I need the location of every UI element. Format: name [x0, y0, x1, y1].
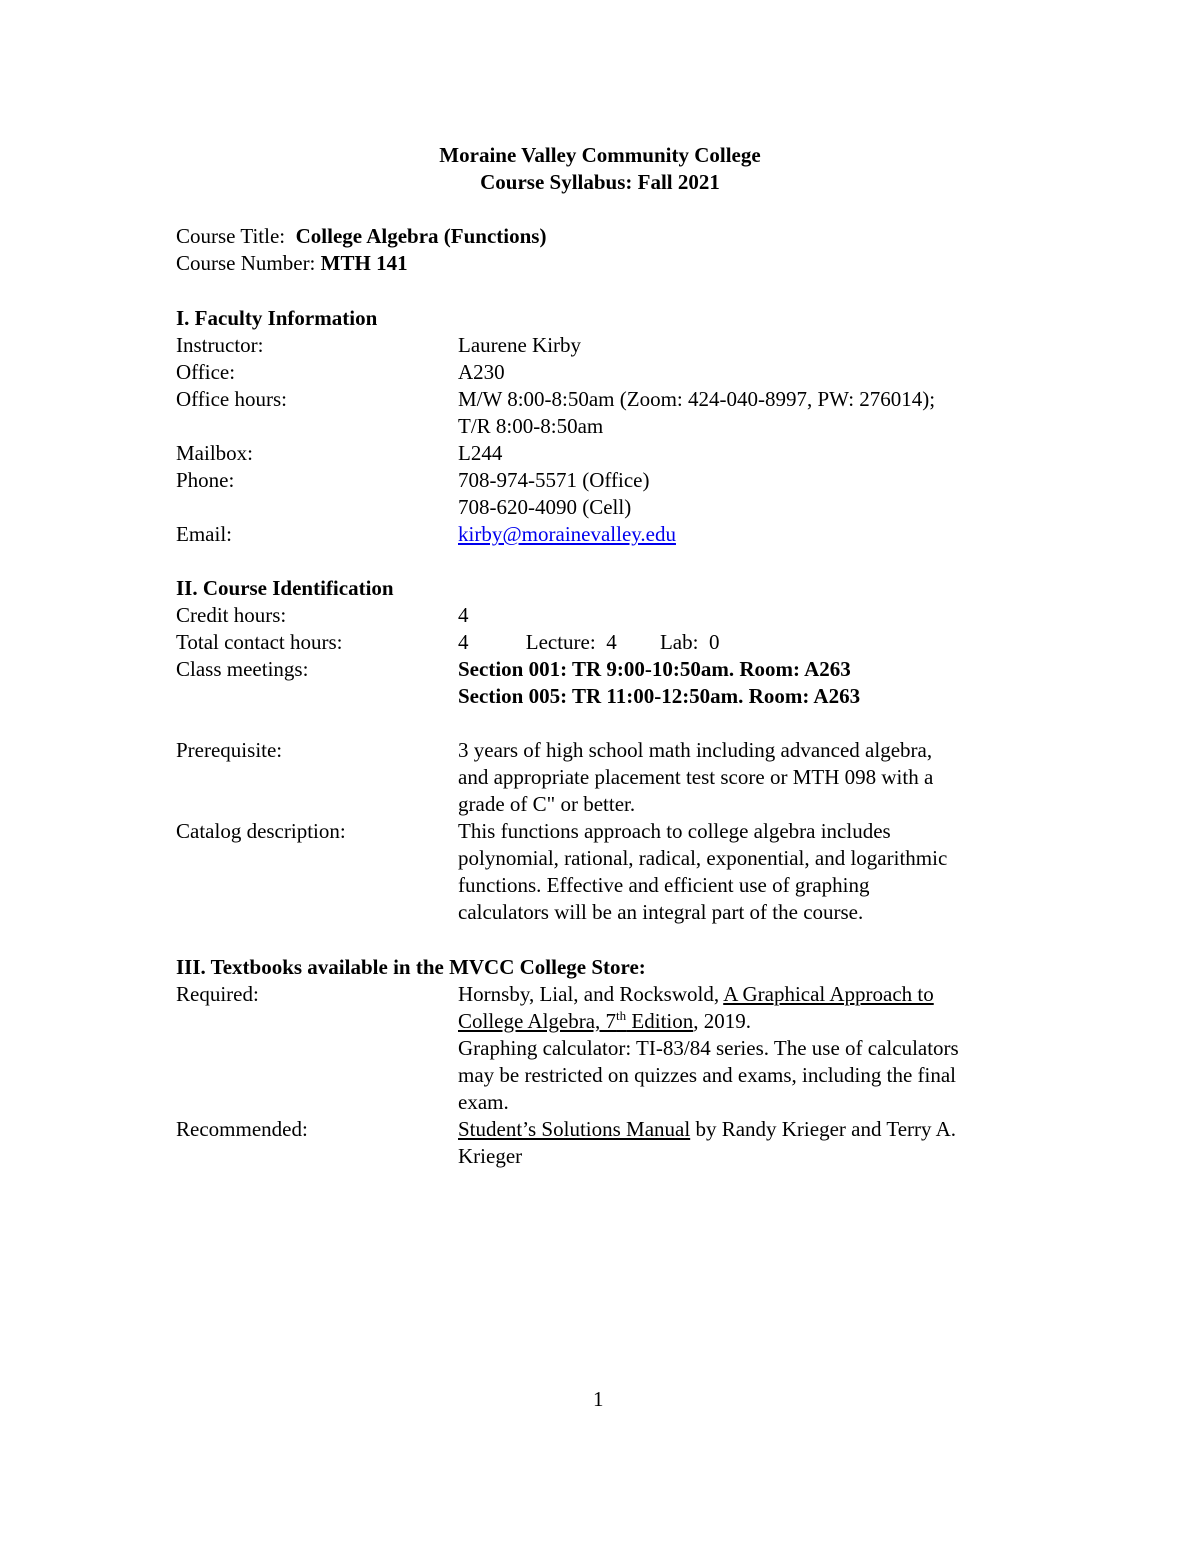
course-number-row — [176, 250, 408, 277]
email-row — [458, 521, 676, 548]
phone-office: 708-974-5571 (Office) — [458, 468, 650, 492]
edition-superscript: th — [616, 1008, 627, 1023]
recommended-book-line1 — [458, 1116, 956, 1143]
syllabus-title: Course Syllabus: Fall 2021 — [480, 170, 720, 194]
prerequisite-label: Prerequisite: — [176, 738, 283, 762]
recommended-title: Student’s Solutions Manual — [458, 1117, 691, 1141]
office-value: A230 — [458, 360, 505, 384]
lecture-value: 4 — [606, 630, 617, 654]
recommended-label: Recommended: — [176, 1117, 308, 1141]
prerequisite-line: and appropriate placement test score or MTH 098 with a — [458, 765, 934, 789]
recommended-authors: by Randy Krieger and Terry A. — [690, 1117, 957, 1141]
office-hours-line2: T/R 8:00-8:50am — [458, 414, 604, 438]
office-hours-label: Office hours: — [176, 387, 287, 411]
course-title-label: Course Title: — [176, 224, 286, 248]
course-title-value: College Algebra (Functions) — [295, 224, 547, 248]
class-meetings-label: Class meetings: — [176, 657, 309, 681]
identification-heading: II. Course Identification — [176, 576, 394, 600]
office-label: Office: — [176, 360, 236, 384]
prerequisite-line: 3 years of high school math including advanced algebra, — [458, 738, 933, 762]
prerequisite-line: grade of C" or better. — [458, 792, 636, 816]
credit-hours-value: 4 — [458, 603, 469, 627]
recommended-book-line2: Krieger — [458, 1144, 523, 1168]
catalog-line: functions. Effective and efficient use of graphing — [458, 873, 870, 897]
phone-cell: 708-620-4090 (Cell) — [458, 495, 632, 519]
instructor-value: Laurene Kirby — [458, 333, 582, 357]
page-number: 1 — [593, 1387, 604, 1411]
instructor-label: Instructor: — [176, 333, 264, 357]
catalog-line: polynomial, rational, radical, exponential, and logarithmic — [458, 846, 948, 870]
course-number-value: MTH 141 — [320, 251, 408, 275]
office-hours-line1: M/W 8:00-8:50am (Zoom: 424-040-8997, PW: 276014); — [458, 387, 936, 411]
calculator-line: Graphing calculator: TI-83/84 series. The use of calculators — [458, 1036, 959, 1060]
required-title-part2: College Algebra, 7th Edition — [458, 1008, 694, 1033]
lab-label: Lab: — [659, 630, 699, 654]
lab-value: 0 — [708, 630, 720, 654]
required-label: Required: — [176, 982, 259, 1006]
catalog-line: This functions approach to college algebra includes — [458, 819, 891, 843]
catalog-line: calculators will be an integral part of the course. — [458, 900, 864, 924]
email-link[interactable]: kirby@morainevalley.edu — [458, 522, 676, 546]
contact-hours-row — [458, 629, 719, 656]
college-name: Moraine Valley Community College — [439, 143, 761, 167]
faculty-heading: I. Faculty Information — [176, 306, 378, 330]
required-book-line1 — [458, 981, 934, 1008]
lecture-label: Lecture: — [525, 630, 596, 654]
textbooks-heading: III. Textbooks available in the MVCC College Store: — [176, 955, 646, 979]
section-005: Section 005: TR 11:00-12:50am. Room: A263 — [458, 684, 861, 708]
calculator-line: exam. — [458, 1090, 509, 1114]
mailbox-value: L244 — [458, 441, 503, 465]
required-authors: Hornsby, Lial, and Rockswold, — [458, 982, 724, 1006]
course-title-row — [176, 223, 546, 250]
section-001: Section 001: TR 9:00-10:50am. Room: A263 — [458, 657, 851, 681]
contact-hours-value: 4 — [458, 630, 469, 654]
credit-hours-label: Credit hours: — [176, 603, 287, 627]
contact-hours-label: Total contact hours: — [176, 630, 343, 654]
required-title-part1: A Graphical Approach to — [723, 982, 934, 1006]
course-number-label: Course Number: — [176, 251, 316, 275]
phone-label: Phone: — [176, 468, 235, 492]
mailbox-label: Mailbox: — [176, 441, 253, 465]
required-year: , 2019. — [693, 1009, 752, 1033]
email-label: Email: — [176, 522, 232, 546]
catalog-label: Catalog description: — [176, 819, 346, 843]
required-book-line2 — [458, 1008, 751, 1035]
calculator-line: may be restricted on quizzes and exams, including the final — [458, 1063, 957, 1087]
